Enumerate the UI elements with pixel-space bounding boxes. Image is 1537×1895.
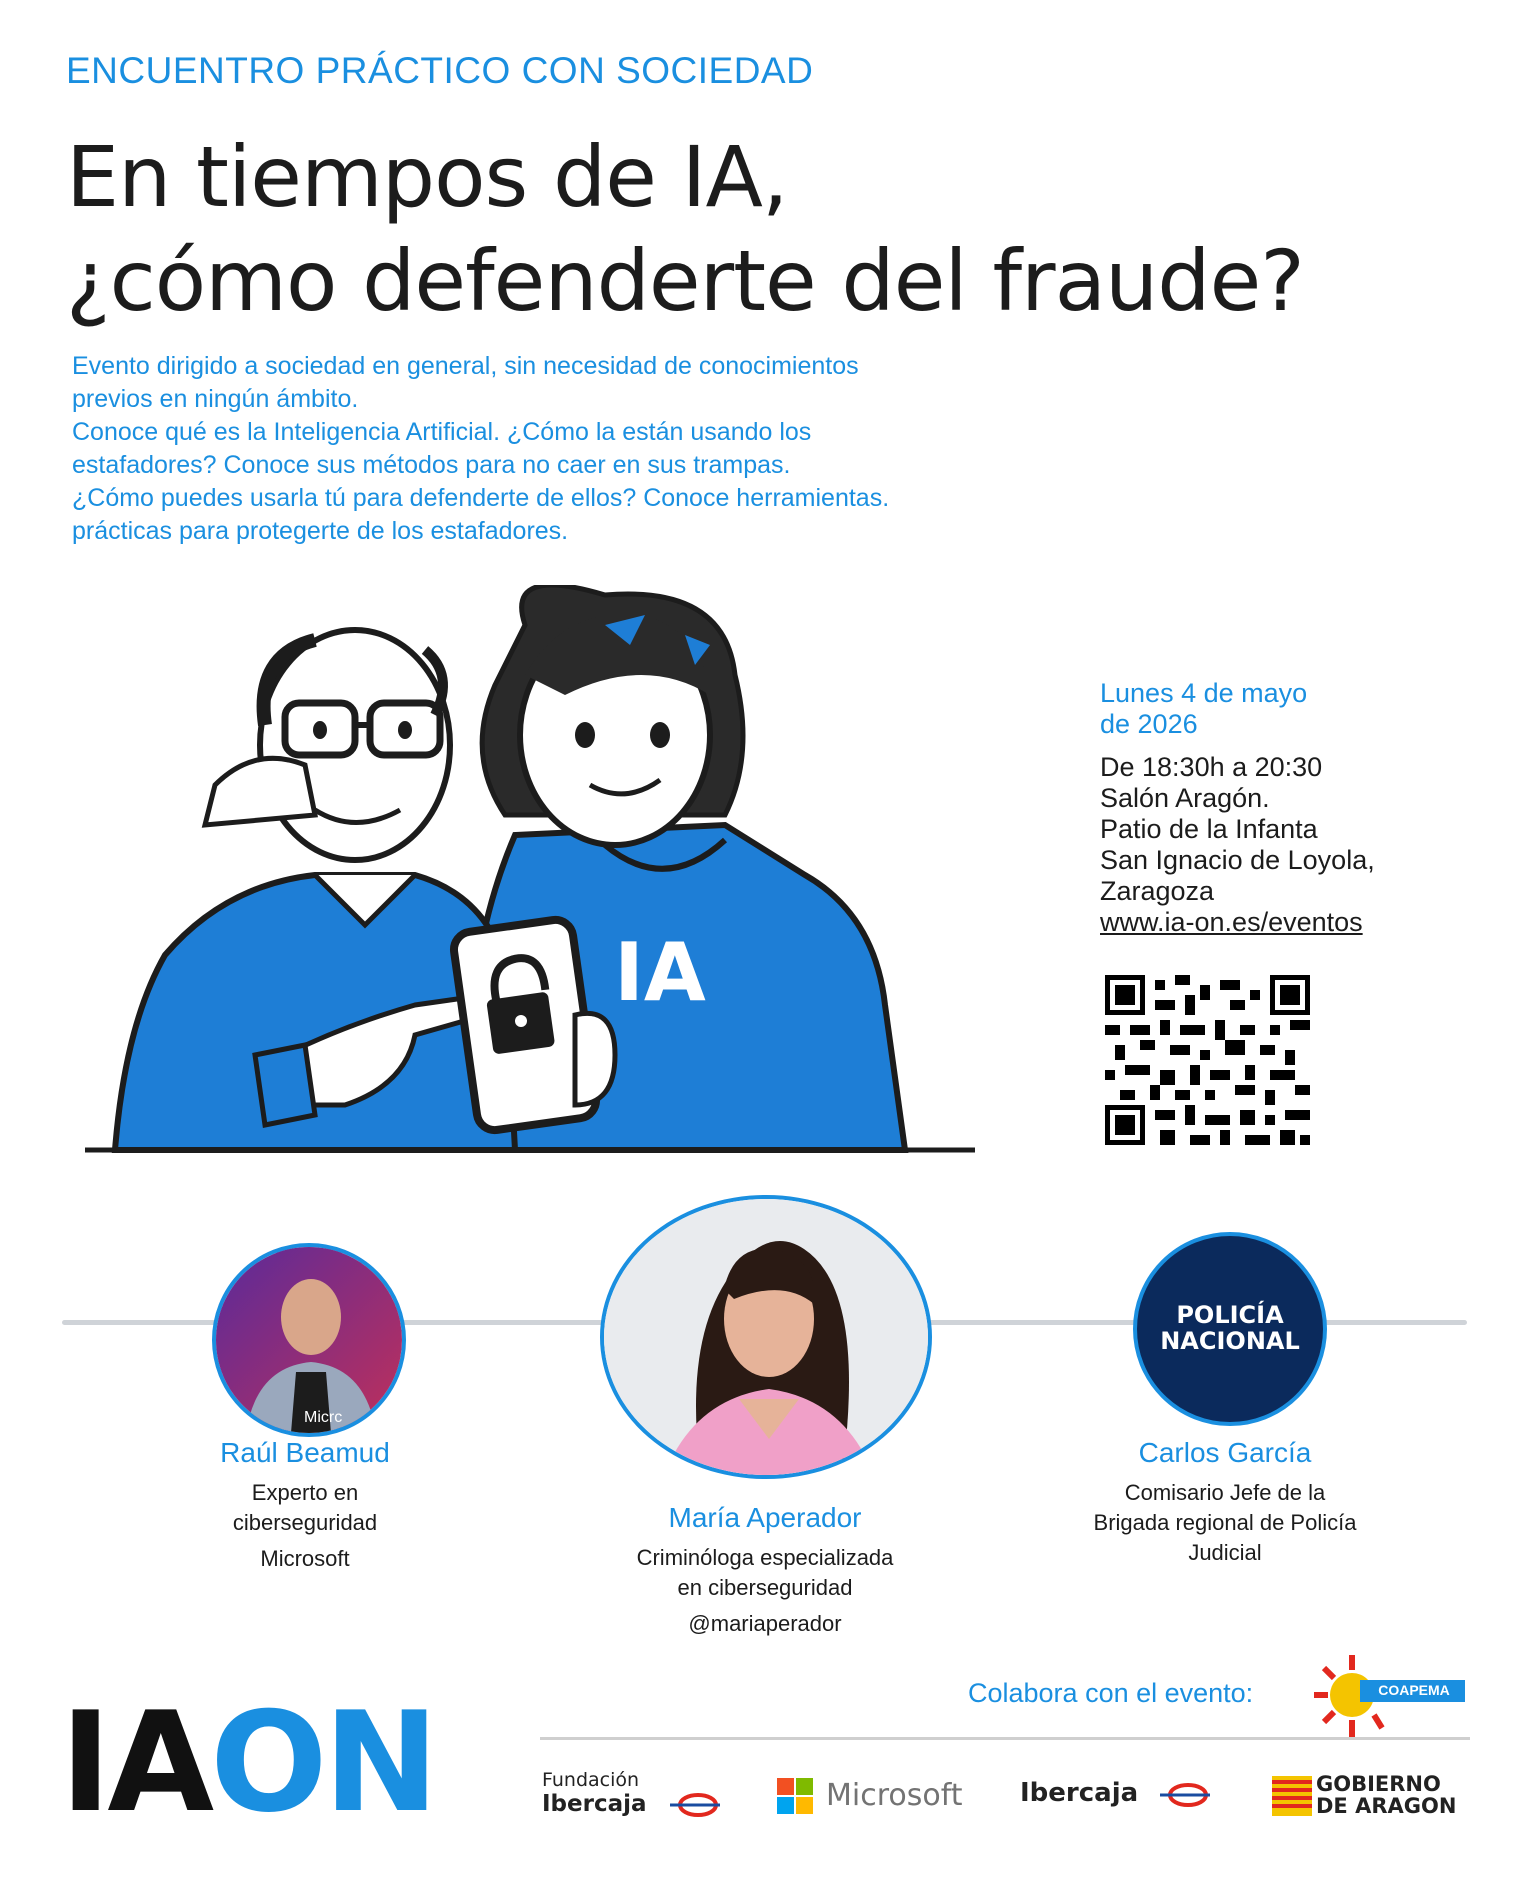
microsoft-squares-icon bbox=[777, 1778, 813, 1814]
ibercaja-swoosh-icon bbox=[1160, 1780, 1210, 1808]
speaker-role-line: en ciberseguridad bbox=[677, 1575, 853, 1600]
ibercaja-swoosh-icon bbox=[670, 1790, 720, 1818]
speaker-name: Raúl Beamud bbox=[220, 1437, 390, 1468]
speaker-affiliation: Microsoft bbox=[260, 1546, 350, 1571]
event-time: De 18:30h a 20:30 bbox=[1100, 752, 1323, 782]
avatar bbox=[216, 1247, 402, 1433]
intro-line: previos en ningún ámbito. bbox=[72, 385, 359, 413]
event-info bbox=[1100, 678, 1375, 938]
fundacion-ibercaja-label: Ibercaja bbox=[542, 1791, 647, 1817]
police-logo-line2: NACIONAL bbox=[1160, 1327, 1300, 1355]
speaker-role bbox=[590, 1543, 940, 1639]
event-venue: Salón Aragón. bbox=[1100, 783, 1270, 813]
page-title bbox=[66, 125, 1304, 333]
collaborate-label: Colabora con el evento: bbox=[968, 1678, 1254, 1708]
fundacion-label: Fundación bbox=[542, 1769, 640, 1791]
speaker-role bbox=[1050, 1478, 1400, 1568]
intro-line: prácticas para protegerte de los estafadores. bbox=[72, 517, 569, 545]
event-kicker: ENCUENTRO PRÁCTICO CON SOCIEDAD bbox=[66, 50, 814, 91]
gobierno-aragon-logo bbox=[1316, 1773, 1456, 1817]
speaker-role-line: Comisario Jefe de la bbox=[1124, 1480, 1326, 1505]
intro-line: Evento dirigido a sociedad en general, sin necesidad de conocimientos bbox=[72, 352, 859, 380]
event-city: Zaragoza bbox=[1100, 876, 1215, 906]
speaker-role-line: Experto en bbox=[251, 1480, 359, 1505]
ibercaja-logo: Ibercaja bbox=[1020, 1778, 1139, 1808]
svg-text:Micrc: Micrc bbox=[304, 1409, 343, 1426]
footer-divider bbox=[540, 1737, 1470, 1740]
shirt-text: IA bbox=[614, 926, 706, 1019]
coapema-logo bbox=[1312, 1650, 1472, 1740]
avatar bbox=[604, 1199, 928, 1475]
police-logo-line1: POLICÍA bbox=[1176, 1301, 1284, 1329]
aragon-flag-icon bbox=[1272, 1776, 1312, 1816]
aragon-label: DE ARAGON bbox=[1316, 1794, 1457, 1818]
event-date: Lunes 4 de mayo bbox=[1100, 678, 1308, 708]
fundacion-ibercaja-logo bbox=[542, 1768, 647, 1816]
speaker-handle: @mariaperador bbox=[688, 1611, 842, 1636]
speaker-role-line: Criminóloga especializada bbox=[636, 1545, 894, 1570]
speaker-role-line: ciberseguridad bbox=[232, 1510, 378, 1535]
event-venue-detail: Patio de la Infanta bbox=[1100, 814, 1318, 844]
event-address: San Ignacio de Loyola, bbox=[1100, 845, 1375, 875]
speaker-name: Carlos García bbox=[1138, 1437, 1312, 1468]
speaker-photo-maria bbox=[600, 1195, 932, 1479]
gobierno-label: GOBIERNO bbox=[1316, 1772, 1441, 1796]
event-url-link[interactable]: www.ia-on.es/eventos bbox=[1100, 907, 1363, 937]
iaon-logo-on: ON bbox=[210, 1682, 435, 1843]
speaker-role bbox=[160, 1478, 450, 1574]
police-logo bbox=[1133, 1232, 1327, 1426]
qr-code[interactable] bbox=[1105, 975, 1310, 1145]
intro-line: Conoce qué es la Inteligencia Artificial. ¿Cómo la están usando los bbox=[72, 418, 812, 446]
microsoft-logo bbox=[777, 1778, 813, 1819]
old-man-figure bbox=[115, 630, 515, 1150]
speaker-role-line: Judicial bbox=[1188, 1540, 1262, 1565]
coapema-text: COAPEMA bbox=[1378, 1682, 1450, 1698]
title-line-1: En tiempos de IA, bbox=[66, 128, 788, 226]
speaker-role-line: Brigada regional de Policía bbox=[1093, 1510, 1357, 1535]
intro-line: ¿Cómo puedes usarla tú para defenderte de ellos? Conoce herramientas. bbox=[72, 484, 890, 512]
iaon-logo bbox=[60, 1682, 435, 1843]
speaker-name: María Aperador bbox=[668, 1502, 862, 1533]
intro-line: estafadores? Conoce sus métodos para no caer en sus trampas. bbox=[72, 451, 791, 479]
iaon-logo-ia: IA bbox=[60, 1682, 211, 1843]
intro-text bbox=[72, 350, 1032, 548]
title-line-2: ¿cómo defenderte del fraude? bbox=[66, 232, 1304, 330]
event-year: de 2026 bbox=[1100, 709, 1198, 739]
speaker-photo-raul bbox=[212, 1243, 406, 1437]
illustration bbox=[85, 585, 985, 1155]
microsoft-label: Microsoft bbox=[826, 1778, 963, 1813]
